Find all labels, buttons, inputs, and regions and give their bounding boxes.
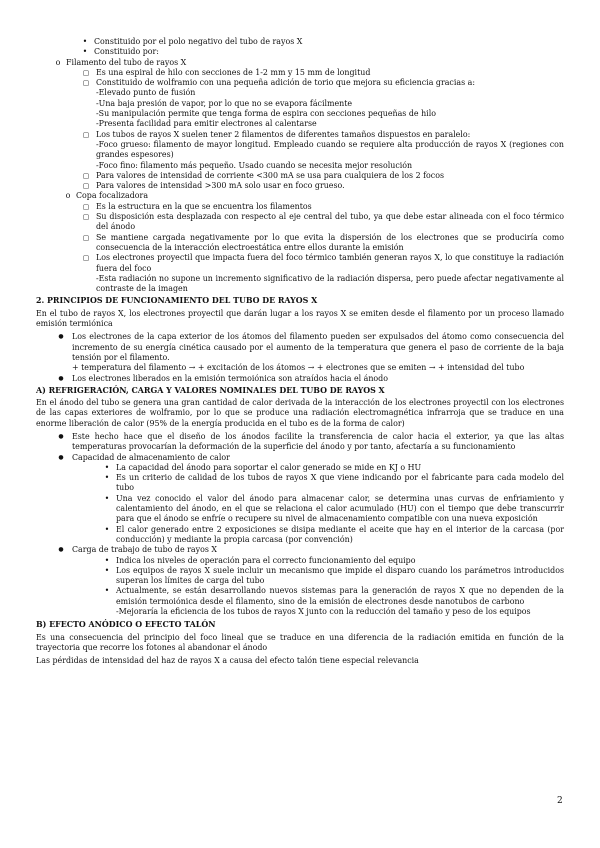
bullet-icon: • — [104, 555, 110, 565]
list-item-text: Para valores de intensidad >300 mA solo usar en foco grueso. — [96, 181, 345, 191]
copa-list — [36, 202, 564, 295]
list-item-text: Constituido de wolframio con una pequeña adición de torio que mejora su eficiencia gracias a: — [96, 78, 476, 88]
dot-bullet-icon: ● — [58, 432, 64, 440]
list-item-text: Constituido por: — [94, 47, 159, 57]
bullet-icon: • — [104, 586, 110, 596]
copa-title: Copa focalizadora — [76, 191, 149, 201]
page-content — [36, 37, 564, 670]
continuation-line: -Presenta facilidad para emitir electrones al calentarse — [96, 119, 317, 129]
section-b-heading: B) EFECTO ANÓDICO O EFECTO TALÓN — [36, 620, 216, 630]
list-item-text: Su disposición esta desplazada con respecto al eje central del tubo, ya que debe estar alineada con el foco térmico del ánodo — [96, 212, 564, 232]
continuation-line: -Foco fino: filamento más pequeño. Usado cuando se necesita mejor resolución — [96, 160, 413, 170]
bullet-icon: ▢ — [82, 233, 90, 242]
list-item — [98, 586, 564, 607]
section-a-heading: A) REFRIGERACIÓN, CARGA Y VALORES NOMINALES DEL TUBO DE RAYOS X — [36, 385, 385, 395]
list-item — [76, 37, 564, 47]
bullet-icon: ● — [58, 374, 64, 382]
list-item — [98, 494, 564, 525]
list-item — [50, 332, 564, 363]
bullet-icon: • — [104, 565, 110, 575]
bullet-icon: • — [104, 524, 110, 534]
list-item — [76, 202, 564, 212]
capacidad-title: Capacidad de almacenamiento de calor — [72, 452, 230, 462]
list-item — [76, 68, 564, 78]
bullet-icon: ▢ — [82, 68, 90, 77]
bullet-icon: • — [104, 493, 110, 503]
capacidad-list — [36, 463, 564, 545]
continuation-line: -Su manipulación permite que tenga forma de espira con secciones pequeñas de hilo — [96, 109, 436, 119]
continuation-line: + temperatura del filamento → + excitación de los átomos → + electrones que se emiten → + intensidad del tubo — [72, 363, 525, 373]
dot-bullet-icon: ● — [58, 546, 64, 554]
list-item-copa — [60, 191, 564, 201]
continuation-line: -Elevado punto de fusión — [96, 88, 196, 98]
list-item-text: Los electrones de la capa exterior de los átomos del filamento pueden ser expulsados del átomo como consecuencia del incremento de su energía cinética causado por el aumento de la temperatura que genera el paso de corriente de la baja tensión por el filamento. — [72, 332, 564, 362]
bullet-icon: • — [82, 37, 88, 46]
list-item-text: Los equipos de rayos X suele incluir un mecanismo que impide el disparo cuando los parámetros introducidos superan los límites de carga del tubo — [116, 565, 564, 586]
list-item — [76, 233, 564, 254]
continuation-line: -Foco grueso: filamento de mayor longitud. Empleado cuando se requiere alta producción de rayos X (regiones con grandes espesores) — [96, 139, 564, 160]
list-item-text: La capacidad del ánodo para soportar el calor generado se mide en KJ o HU — [116, 462, 422, 472]
section-2-intro: En el tubo de rayos X, los electrones proyectil que darán lugar a los rayos X se emiten desde el filamento por un proceso llamado emisión termiónica — [36, 308, 564, 329]
list-item-section-a-b1 — [50, 432, 564, 453]
bullet-icon: ▢ — [82, 182, 90, 191]
circle-bullet-icon: o — [65, 191, 71, 201]
list-item — [50, 374, 564, 384]
bullet-icon: ▢ — [82, 254, 90, 263]
section-a-intro: En el ánodo del tubo se genera una gran cantidad de calor derivada de la interacción de los electrones proyectil con los electrones de las capas exteriores de wolframio, por lo que se produce una radiación electromagnética infrarroja que se traduce en una enorme liberación de calor (95% de la energía producida en el tubo es de la forma de calor) — [36, 398, 564, 428]
list-item-text: Indica los niveles de operación para el correcto funcionamiento del equipo — [116, 555, 416, 565]
carga-title: Carga de trabajo de tubo de rayos X — [72, 545, 217, 555]
list-item-text: El calor generado entre 2 exposiciones se disipa mediante el aceite que hay en el interior de la carcasa (por conducción) y mediante la propia carcasa (por convención) — [116, 524, 564, 544]
bullet-icon: • — [82, 47, 88, 57]
list-item — [98, 556, 564, 566]
list-item-text: Para valores de intensidad de corriente <300 mA se usa para cualquiera de los 2 focos — [96, 170, 444, 180]
list-item-text: Constituido por el polo negativo del tubo de rayos X — [94, 37, 303, 46]
section-a-b1-text: Este hecho hace que el diseño de los ánodos facilite la transferencia de calor hacia el exterior, ya que las altas temperaturas provocarían la deformación de la superficie del ánodo y por tanto, afectaría a su funcionamiento — [72, 431, 564, 452]
carga-list — [36, 556, 564, 618]
list-item-text: Se mantiene cargada negativamente por lo que evita la dispersión de los electrones que se produciría como consecuencia de la interacción electroestática entre ellos durante la emisión — [96, 232, 564, 252]
list-item — [76, 130, 564, 140]
list-item — [76, 181, 564, 191]
list-item — [76, 171, 564, 181]
filamento-list — [36, 68, 564, 192]
dot-bullet-icon: ● — [58, 453, 64, 461]
list-item — [98, 473, 564, 494]
continuation-line: -Mejoraría la eficiencia de los tubos de rayos X junto con la reducción del tamaño y peso de los equipos — [116, 607, 531, 617]
section-b-p1: Es una consecuencia del principio del foco lineal que se traduce en una diferencia de la radiación emitida en función de la trayectoria que recorre los fotones al abandonar el ánodo — [36, 632, 564, 652]
bullet-icon: ▢ — [82, 202, 90, 211]
list-item-filamento — [50, 58, 564, 68]
list-item — [76, 78, 564, 88]
bullet-icon: ▢ — [82, 130, 90, 139]
continuation-line: -Esta radiación no supone un incremento significativo de la radiación dispersa, pero puede afectar negativamente al contraste de la imagen — [96, 273, 564, 294]
list-item — [76, 212, 564, 233]
page-number: 2 — [557, 796, 563, 806]
list-item — [98, 566, 564, 587]
section-2-heading: 2. PRINCIPIOS DE FUNCIONAMIENTO DEL TUBO DE RAYOS X — [36, 296, 318, 306]
top-list — [36, 37, 564, 58]
list-item-text: Es una espiral de hilo con secciones de 1-2 mm y 15 mm de longitud — [96, 67, 371, 77]
circle-bullet-icon: o — [55, 57, 61, 67]
section-b-p2: Las pérdidas de intensidad del haz de rayos X a causa del efecto talón tiene especial relevancia — [36, 656, 419, 666]
list-item-carga — [50, 545, 564, 555]
bullet-icon: ▢ — [82, 79, 90, 88]
list-item — [76, 47, 564, 57]
list-item-text: Es un criterio de calidad de los tubos de rayos X que viene indicando por el fabricante para cada modelo del tubo — [116, 473, 564, 493]
bullet-icon: • — [104, 462, 110, 472]
list-item — [76, 253, 564, 274]
filamento-title: Filamento del tubo de rayos X — [66, 57, 187, 67]
bullet-icon: ● — [58, 333, 64, 341]
list-item-text: Los electrones proyectil que impacta fuera del foco térmico también generan rayos X, lo que constituye la radiación fuera del foco — [96, 253, 564, 273]
list-item-text: Actualmente, se están desarrollando nuevos sistemas para la generación de rayos X que no dependen de la emisión termoiónica desde el filamento, sino de la emisión de electrones desde nanotubos de carbono — [116, 586, 564, 606]
bullet-icon: ▢ — [82, 171, 90, 180]
list-item-text: Los tubos de rayos X suelen tener 2 filamentos de diferentes tamaños dispuestos en paralelo: — [96, 129, 471, 139]
list-item-text: Los electrones liberados en la emisión termoiónica son atraídos hacia el ánodo — [72, 373, 388, 383]
list-item-capacidad — [50, 453, 564, 463]
continuation-line: -Una baja presión de vapor, por lo que no se evapora fácilmente — [96, 98, 353, 108]
list-item — [98, 463, 564, 473]
list-item — [98, 525, 564, 546]
bullet-icon: • — [104, 473, 110, 483]
list-item-text: Es la estructura en la que se encuentra los filamentos — [96, 201, 312, 211]
bullet-icon: ▢ — [82, 213, 90, 222]
section-2-bullets — [36, 332, 564, 383]
list-item-text: Una vez conocido el valor del ánodo para almacenar calor, se determina unas curvas de enfriamiento y calentamiento del ánodo, en el que se relaciona el calor acumulado (HU) con el tiempo que debe transcurrir para que el ánodo se enfríe o recupere su nivel de almacenamiento compatible con una nueva exposición — [116, 493, 564, 524]
